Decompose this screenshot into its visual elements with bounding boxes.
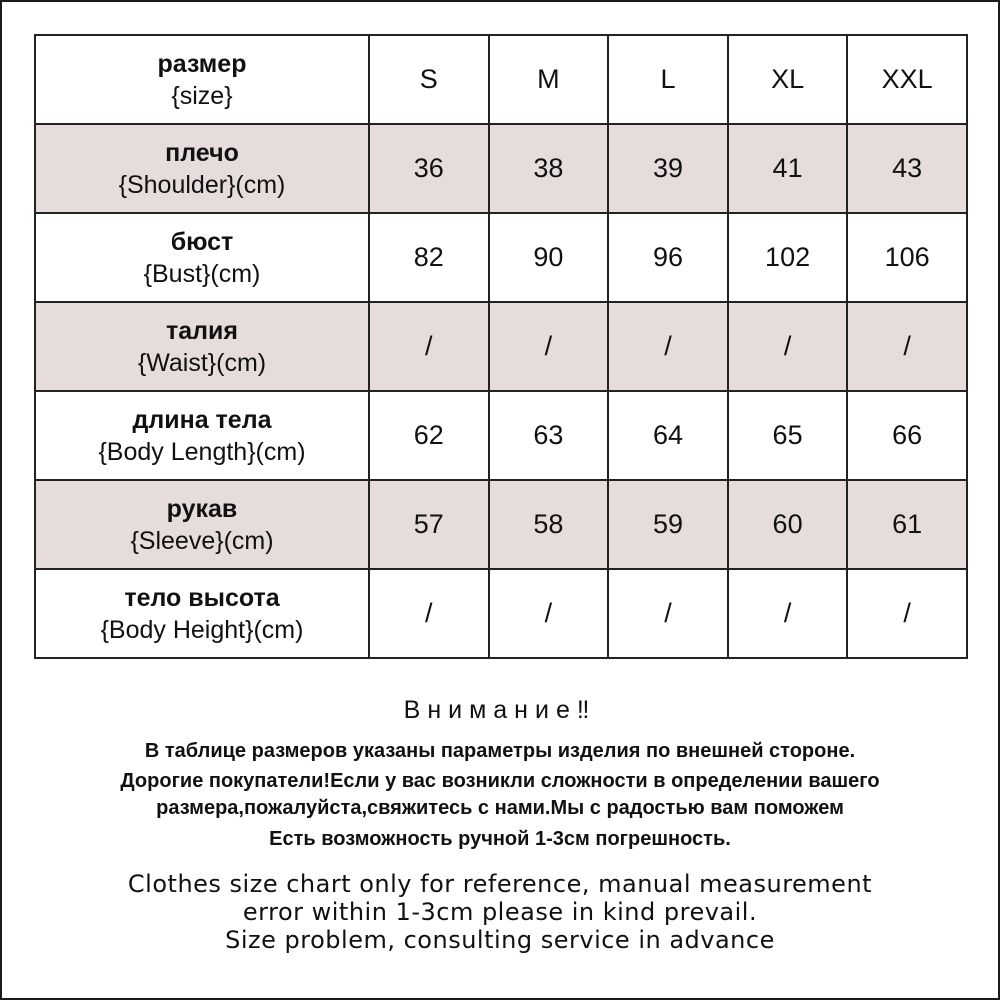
row-label-en: {Sleeve}(cm) bbox=[130, 526, 274, 555]
value-cell: / bbox=[369, 569, 489, 658]
value-cell: / bbox=[728, 569, 848, 658]
value-cell: 43 bbox=[847, 124, 967, 213]
row-label-cell bbox=[35, 569, 369, 658]
row-label-ru: длина тела bbox=[132, 405, 272, 434]
size-header-xxl: XXL bbox=[847, 35, 967, 124]
notice-ru-line: Есть возможность ручной 1-3см погрешность. bbox=[269, 828, 731, 850]
notice-ru-line: размера,пожалуйста,свяжитесь с нами.Мы с радостью вам поможем bbox=[156, 797, 844, 819]
value-cell: 39 bbox=[608, 124, 728, 213]
row-label-en: {Body Length}(cm) bbox=[98, 437, 306, 466]
value-cell: 82 bbox=[369, 213, 489, 302]
value-cell: 96 bbox=[608, 213, 728, 302]
notice-en-line: error within 1-3cm please in kind prevail. bbox=[242, 898, 758, 926]
row-label-en: {Shoulder}(cm) bbox=[118, 170, 286, 199]
notice-en-line: Clothes size chart only for reference, manual measurement bbox=[127, 870, 873, 898]
row-label-cell bbox=[35, 302, 369, 391]
value-cell: / bbox=[728, 302, 848, 391]
size-header-l: L bbox=[608, 35, 728, 124]
row-bust bbox=[35, 213, 967, 302]
row-waist bbox=[35, 302, 967, 391]
value-cell: 66 bbox=[847, 391, 967, 480]
value-cell: / bbox=[847, 302, 967, 391]
value-cell: 63 bbox=[489, 391, 609, 480]
value-cell: 59 bbox=[608, 480, 728, 569]
row-label-cell bbox=[35, 124, 369, 213]
row-shoulder bbox=[35, 124, 967, 213]
header-row bbox=[35, 35, 967, 124]
row-sleeve bbox=[35, 480, 967, 569]
row-label-cell bbox=[35, 480, 369, 569]
value-cell: 38 bbox=[489, 124, 609, 213]
value-cell: / bbox=[489, 569, 609, 658]
size-table bbox=[34, 34, 968, 659]
value-cell: 102 bbox=[728, 213, 848, 302]
row-body-length bbox=[35, 391, 967, 480]
header-label-en: {size} bbox=[171, 81, 233, 110]
row-label-cell bbox=[35, 391, 369, 480]
row-body-height bbox=[35, 569, 967, 658]
size-header-s: S bbox=[369, 35, 489, 124]
row-label-ru: тело высота bbox=[124, 583, 280, 612]
row-label-ru: бюст bbox=[170, 227, 234, 256]
notice-title: Внимание‼ bbox=[403, 696, 597, 724]
row-label-cell bbox=[35, 213, 369, 302]
value-cell: 61 bbox=[847, 480, 967, 569]
header-label-cell bbox=[35, 35, 369, 124]
value-cell: 90 bbox=[489, 213, 609, 302]
row-label-ru: плечо bbox=[165, 138, 239, 167]
value-cell: / bbox=[847, 569, 967, 658]
value-cell: 58 bbox=[489, 480, 609, 569]
header-label-ru: размер bbox=[157, 49, 247, 78]
notice-ru-line: В таблице размеров указаны параметры изделия по внешней стороне. bbox=[144, 740, 856, 762]
value-cell: 36 bbox=[369, 124, 489, 213]
value-cell: 57 bbox=[369, 480, 489, 569]
value-cell: 64 bbox=[608, 391, 728, 480]
value-cell: 65 bbox=[728, 391, 848, 480]
value-cell: 62 bbox=[369, 391, 489, 480]
row-label-en: {Body Height}(cm) bbox=[100, 615, 304, 644]
value-cell: / bbox=[608, 302, 728, 391]
row-label-ru: рукав bbox=[166, 494, 238, 523]
row-label-en: {Bust}(cm) bbox=[143, 259, 261, 288]
notice-en-line: Size problem, consulting service in advance bbox=[225, 926, 775, 954]
row-label-en: {Waist}(cm) bbox=[137, 348, 267, 377]
size-header-m: M bbox=[489, 35, 609, 124]
row-label-ru: талия bbox=[166, 316, 238, 345]
value-cell: / bbox=[608, 569, 728, 658]
size-header-xl: XL bbox=[728, 35, 848, 124]
value-cell: 60 bbox=[728, 480, 848, 569]
value-cell: / bbox=[369, 302, 489, 391]
value-cell: 41 bbox=[728, 124, 848, 213]
notice-ru-line: Дорогие покупатели!Если у вас возникли сложности в определении вашего bbox=[120, 770, 880, 792]
value-cell: 106 bbox=[847, 213, 967, 302]
value-cell: / bbox=[489, 302, 609, 391]
